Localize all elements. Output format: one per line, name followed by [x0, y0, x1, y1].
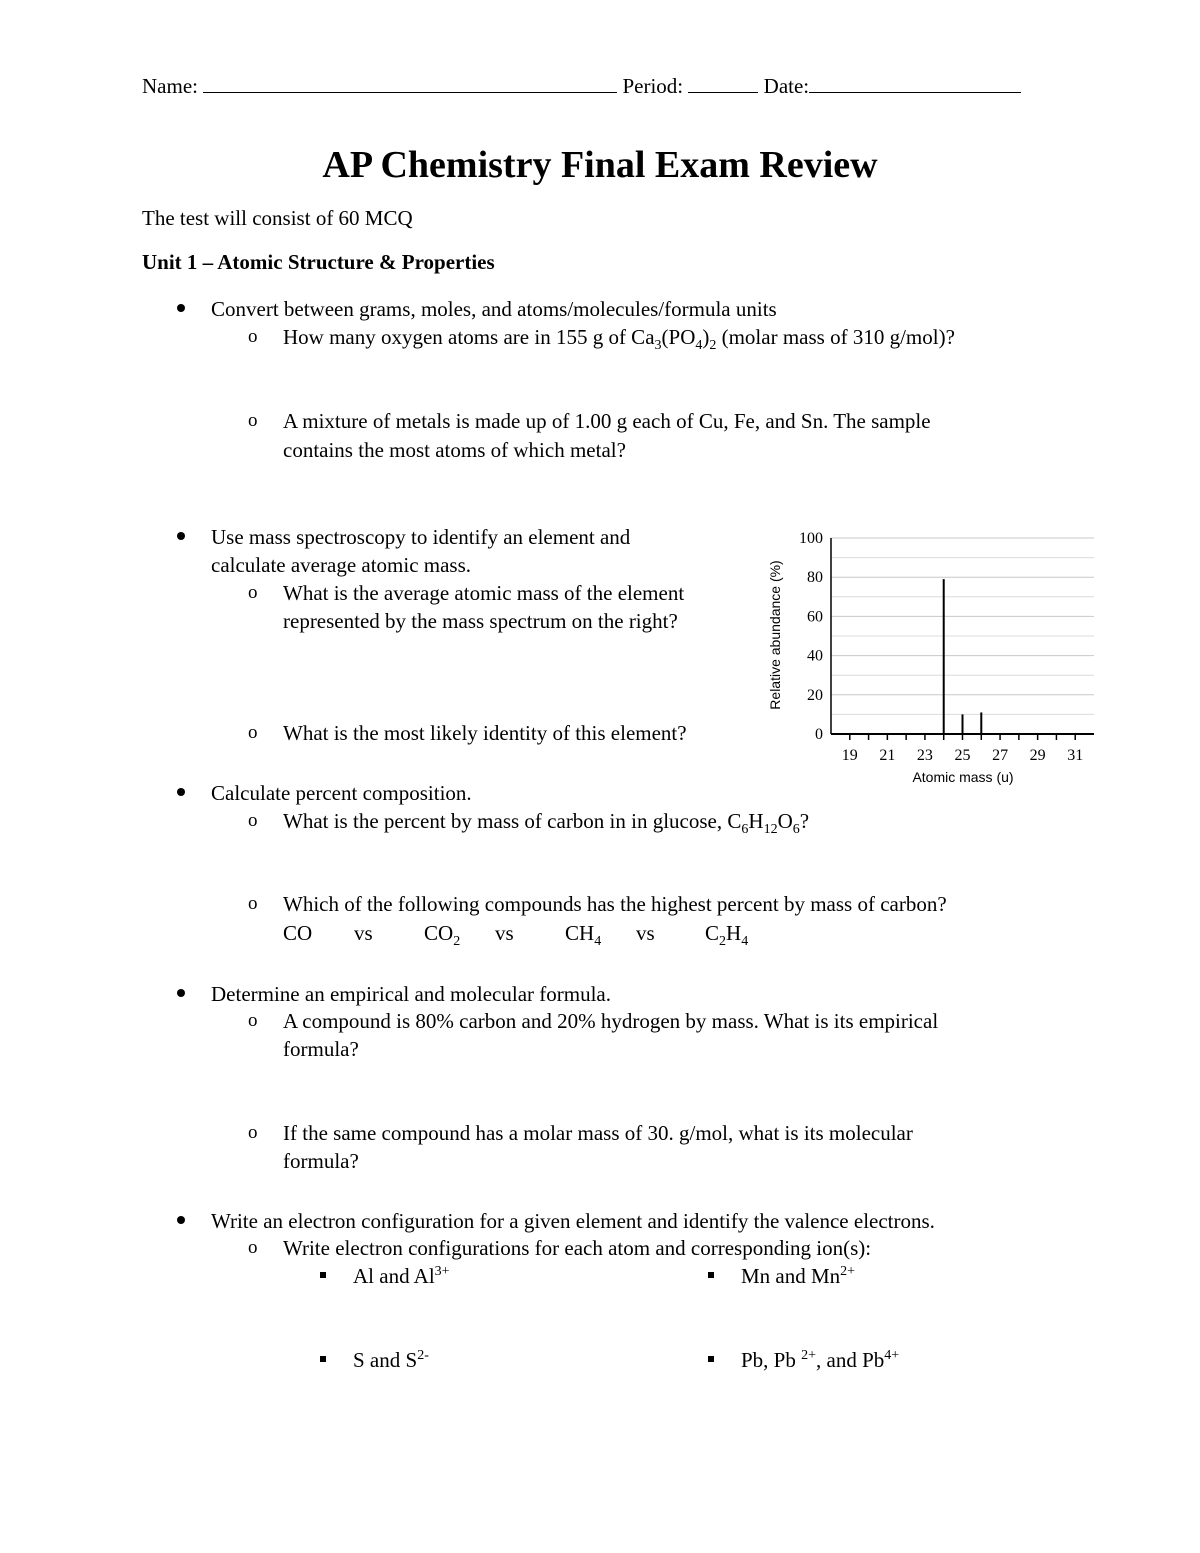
unit-heading: Unit 1 – Atomic Structure & Properties — [142, 250, 495, 274]
compound-co2: $CO_2$ — [424, 921, 461, 950]
page-title: AP Chemistry Final Exam Review — [322, 144, 878, 186]
b1-q2-line1: A mixture of metals is made up of 1.00 g each of Cu, Fe, and Sn. The sample — [283, 409, 931, 433]
x-tick-labels — [842, 747, 1083, 764]
ion-mn: Mn and $Mn^{2+}$ — [741, 1264, 856, 1288]
y-tick-label: 100 — [799, 530, 823, 547]
b4-q2-line1: If the same compound has a molar mass of 30. g/mol, what is its molecular — [283, 1121, 913, 1145]
vs-text: vs — [495, 921, 514, 945]
compound-co: CO — [283, 921, 313, 945]
b2-q2: What is the most likely identity of this element? — [283, 721, 687, 745]
b5-sub: Write electron configurations for each atom and corresponding ion(s): — [283, 1236, 872, 1260]
b4-q2-line2: formula? — [283, 1149, 359, 1173]
compound-ch4: $CH_4$ — [565, 921, 602, 950]
b3-q2: Which of the following compounds has the highest percent by mass of carbon? — [283, 892, 947, 916]
name-field[interactable] — [203, 74, 617, 93]
b2-line2: calculate average atomic mass. — [211, 553, 472, 577]
vs-text: vs — [354, 921, 373, 945]
x-tick-label: 31 — [1067, 747, 1084, 764]
x-tick-label: 29 — [1029, 747, 1046, 764]
square-bullet — [708, 1272, 714, 1278]
period-label: Period: — [622, 74, 684, 98]
sub-bullet-marker: o — [248, 1010, 258, 1031]
b4-q1-line2: formula? — [283, 1037, 359, 1061]
x-tick-label: 21 — [879, 747, 896, 764]
y-tick-label: 60 — [807, 608, 823, 626]
b2-q1-line2: represented by the mass spectrum on the right? — [283, 609, 678, 633]
header-line — [142, 74, 1021, 98]
b2-line1: Use mass spectroscopy to identify an element and — [211, 525, 631, 549]
ion-al: Al and $Al^{3+}$ — [353, 1264, 450, 1288]
sub-bullet-marker: o — [248, 893, 258, 914]
b5-text: Write an electron configuration for a given element and identify the valence electrons. — [211, 1209, 935, 1233]
bullet-dot — [177, 532, 185, 540]
bullet-1-text: Convert between grams, moles, and atoms/molecules/formula units — [211, 297, 777, 321]
mass-spectrum-chart — [760, 525, 1100, 790]
bullet-dot — [177, 304, 185, 312]
ion-pb: Pb, Pb $^{2+}$, and $Pb^{4+}$ — [741, 1348, 900, 1372]
b4-q1-line1: A compound is 80% carbon and 20% hydrogen by mass. What is its empirical — [283, 1009, 939, 1033]
sub-bullet-marker: o — [248, 1237, 258, 1258]
bullet-dot — [177, 989, 185, 997]
vs-text: vs — [636, 921, 655, 945]
x-axis-label: Atomic mass (u) — [912, 769, 1014, 785]
x-tick-label: 19 — [841, 747, 858, 764]
x-tick-label: 27 — [992, 747, 1009, 764]
sub-bullet-marker: o — [248, 582, 258, 603]
sub-bullet-marker: o — [248, 722, 258, 743]
y-tick-label: 40 — [807, 647, 823, 665]
chart-bars — [944, 579, 982, 734]
square-bullet — [320, 1272, 326, 1278]
sub-bullet-marker: o — [248, 410, 258, 431]
period-field[interactable] — [688, 74, 758, 93]
name-label: Name: — [142, 74, 198, 98]
date-field[interactable] — [809, 74, 1021, 93]
b3-q1: What is the percent by mass of carbon in in glucose, $C_6H_{12}O_6$? — [283, 809, 810, 838]
b4-text: Determine an empirical and molecular formula. — [211, 982, 611, 1006]
square-bullet — [708, 1356, 714, 1362]
sub-bullet-marker: o — [248, 810, 258, 831]
compound-c2h4: $C_2H_4$ — [705, 921, 749, 950]
y-axis-label: Relative abundance (%) — [767, 560, 783, 710]
chart-grid — [831, 538, 1094, 740]
y-tick-label: 0 — [815, 726, 823, 743]
sub-bullet-marker: o — [248, 1122, 258, 1143]
b1-q2-line2: contains the most atoms of which metal? — [283, 438, 626, 462]
y-tick-label: 80 — [807, 569, 823, 587]
square-bullet — [320, 1356, 326, 1362]
sub-bullet-marker: o — [248, 326, 258, 347]
bullet-dot — [177, 1216, 185, 1224]
ion-s: S and $S^{2-}$ — [353, 1348, 429, 1372]
bullet-dot — [177, 788, 185, 796]
b1-q1: How many oxygen atoms are in 155 g of $Ca_3(PO_4)_2$ (molar mass of 310 g/mol)? — [283, 325, 955, 354]
x-tick-label: 25 — [954, 747, 971, 764]
x-tick-label: 23 — [916, 747, 933, 764]
y-tick-labels — [799, 530, 823, 743]
date-label: Date: — [763, 74, 810, 98]
b3-text: Calculate percent composition. — [211, 781, 472, 805]
y-tick-label: 20 — [807, 686, 823, 704]
intro-text: The test will consist of 60 MCQ — [142, 206, 413, 230]
b2-q1-line1: What is the average atomic mass of the element — [283, 581, 685, 605]
